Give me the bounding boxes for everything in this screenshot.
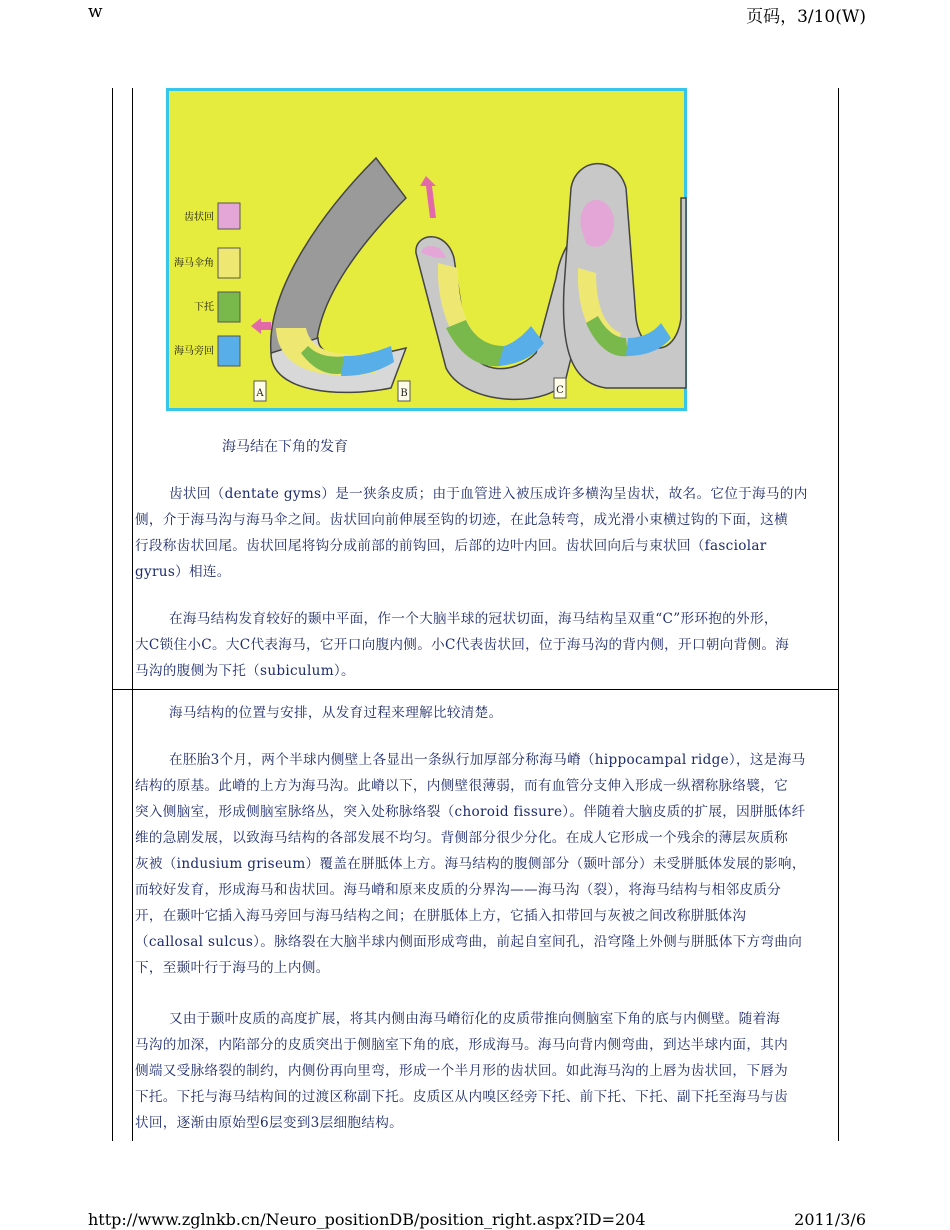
text-line: 海马结构的位置与安排，从发育过程来理解比较清楚。 bbox=[169, 705, 503, 721]
legend-label-2: 海马伞角 bbox=[174, 258, 214, 269]
text-line: 在海马结构发育较好的颞中平面，作一个大脑半球的冠状切面，海马结构呈双重“C”形环抱的外形， bbox=[169, 611, 778, 627]
hippocampus-development-figure bbox=[166, 88, 687, 411]
text-line: 下托。下托与海马结构间的过渡区称副下托。皮质区从内嗅区经旁下托、前下托、下托、副下托至海马与齿 bbox=[135, 1089, 789, 1105]
cell2-paragraph-1 bbox=[135, 700, 838, 726]
text-line: 而较好发育，形成海马和齿状回。海马嵴和原来皮质的分界沟——海马沟（裂），将海马结构与相邻皮质分 bbox=[135, 882, 782, 898]
text-line: 下，至颞叶行于海马的上内侧。 bbox=[135, 960, 330, 976]
legend-swatch-parahippocampal bbox=[218, 336, 240, 366]
cell1-text-2 bbox=[135, 606, 838, 684]
text-line: 维的急剧发展，以致海马结构的各部发展不均匀。背侧部分很少分化。在成人它形成一个残余的薄层灰质称 bbox=[135, 830, 789, 846]
text-line: 突入侧脑室，形成侧脑室脉络丛，突入处称脉络裂（choroid fissure）。伴随着大脑皮质的扩展，因胼胝体纤 bbox=[135, 804, 806, 820]
text-line: 状回，逐渐由原始型6层变到3层细胞结构。 bbox=[135, 1115, 403, 1131]
figure-svg bbox=[166, 88, 687, 411]
text-line: 马沟的腹侧为下托（subiculum）。 bbox=[135, 663, 355, 679]
table-border-right bbox=[838, 88, 839, 1141]
text-line: gyrus）相连。 bbox=[135, 564, 231, 580]
text-line: 齿状回（dentate gyms）是一狭条皮质；由于血管进入被压成许多横沟呈齿状，故名。它位于海马的内 bbox=[169, 486, 808, 502]
text-line: 开，在颞叶它插入海马旁回与海马结构之间；在胼胝体上方，它插入扣带回与灰被之间改称胼胝体沟 bbox=[135, 908, 747, 924]
figure-caption: 海马结在下角的发育 bbox=[222, 439, 348, 455]
row-divider bbox=[112, 689, 839, 690]
cell1-text bbox=[135, 481, 838, 585]
table-border-left bbox=[112, 88, 113, 1141]
cell1-paragraph-2 bbox=[135, 606, 838, 684]
cell2-paragraph-2 bbox=[135, 747, 838, 981]
text-line: 侧，介于海马沟与海马伞之间。齿状回向前伸展至钩的切迹，在此急转弯，成光滑小束横过钩的下面，这横 bbox=[135, 512, 789, 528]
legend-swatch-subiculum bbox=[218, 292, 240, 322]
table-column-divider bbox=[132, 88, 133, 1141]
text-line: 大C锁住小C。大C代表海马，它开口向腹内侧。小C代表齿状回，位于海马沟的背内侧，开口朝向背侧。海 bbox=[135, 637, 790, 653]
text-line: 行段称齿状回尾。齿状回尾将钩分成前部的前钩回，后部的边叶内回。齿状回向后与束状回（fasciolar bbox=[135, 538, 767, 554]
legend-label-4: 海马旁回 bbox=[174, 346, 214, 357]
text-line: 又由于颞叶皮质的高度扩展，将其内侧由海马嵴衍化的皮质带推向侧脑室下角的底与内侧壁。随着海 bbox=[169, 1011, 781, 1027]
panel-label-c: C bbox=[556, 385, 564, 396]
cell2-text-3 bbox=[135, 1006, 838, 1136]
header-left: w bbox=[88, 2, 103, 22]
footer-date: 2011/3/6 bbox=[794, 1210, 866, 1229]
panel-label-b: B bbox=[400, 388, 408, 399]
legend-swatch-dentate bbox=[218, 203, 240, 229]
text-line: 灰被（indusium griseum）覆盖在胼胝体上方。海马结构的腹侧部分（颞叶部分）未受胼胝体发展的影响， bbox=[135, 856, 806, 872]
legend-swatch-ammon bbox=[218, 248, 240, 278]
text-line: 在胚胎3个月，两个半球内侧壁上各显出一条纵行加厚部分称海马嵴（hippocampal ridge），这是海马 bbox=[169, 752, 806, 768]
panel-label-a: A bbox=[256, 388, 264, 399]
legend-label-1: 齿状回 bbox=[184, 212, 214, 223]
text-line: （callosal sulcus）。脉络裂在大脑半球内侧面形成弯曲，前起自室间孔，沿穹隆上外侧与胼胝体下方弯曲向 bbox=[135, 934, 803, 950]
text-line: 结构的原基。此嵴的上方为海马沟。此嵴以下，内侧壁很薄弱，而有血管分支伸入形成一纵褶称脉络襞，它 bbox=[135, 778, 789, 794]
text-line: 马沟的加深，内陷部分的皮质突出于侧脑室下角的底，形成海马。海马向背内侧弯曲，到达半球内面，其内 bbox=[135, 1037, 789, 1053]
text-line: 侧端又受脉络裂的制约，内侧份再向里弯，形成一个半月形的齿状回。如此海马沟的上唇为齿状回，下唇为 bbox=[135, 1063, 789, 1079]
cell2-paragraph-3 bbox=[135, 1006, 838, 1136]
footer-url: http://www.zglnkb.cn/Neuro_positionDB/position_right.aspx?ID=204 bbox=[88, 1210, 646, 1229]
cell2-text-1 bbox=[135, 700, 838, 726]
cell2-text-2 bbox=[135, 747, 838, 981]
page-number: 页码，3/10(W) bbox=[746, 7, 866, 27]
cell1-paragraph-1 bbox=[135, 481, 838, 585]
legend-label-3: 下托 bbox=[194, 302, 214, 313]
